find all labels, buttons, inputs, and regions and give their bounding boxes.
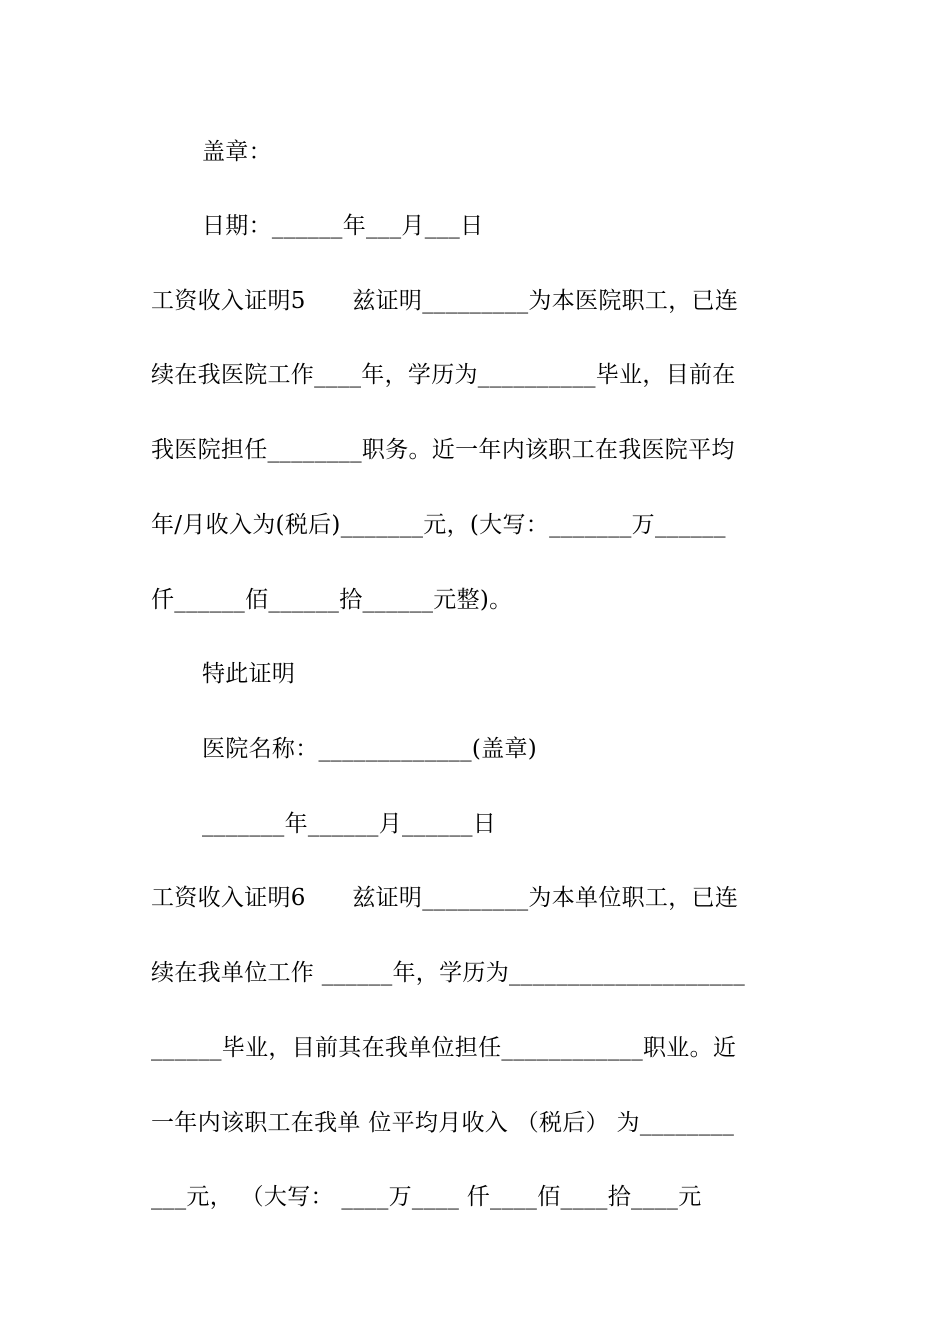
certificate-5-line-1: 工资收入证明5 兹证明_________为本医院职工，已连 [151,288,739,314]
stamp-label: 盖章： [202,139,272,165]
hospital-name-line: 医院名称：_____________(盖章) [202,736,538,762]
hereby-certify: 特此证明 [202,661,296,687]
certificate-6-line-3: ______毕业，目前其在我单位担任____________职业。近 [151,1035,737,1061]
certificate-6-line-4: 一年内该职工在我单 位平均月收入 （税后） 为________ [151,1110,735,1136]
certificate-5-line-3: 我医院担任________职务。近一年内该职工在我医院平均 [151,437,735,463]
certificate-6-line-1: 工资收入证明6 兹证明_________为本单位职工，已连 [151,885,739,911]
signature-date-line: _______年______月______日 [202,811,497,837]
certificate-5-line-5: 仟______佰______拾______元整)。 [151,587,513,613]
certificate-6-line-5: ___元， （大写： ____万____ 仟____佰____拾____元 [151,1184,702,1210]
certificate-5-line-2: 续在我医院工作____年，学历为__________毕业，目前在 [151,362,736,388]
date-line: 日期：______年___月___日 [202,213,484,239]
certificate-6-line-2: 续在我单位工作 ______年，学历为____________________ [151,960,746,986]
certificate-5-line-4: 年/月收入为(税后)_______元，(大写：_______万______ [151,512,726,538]
